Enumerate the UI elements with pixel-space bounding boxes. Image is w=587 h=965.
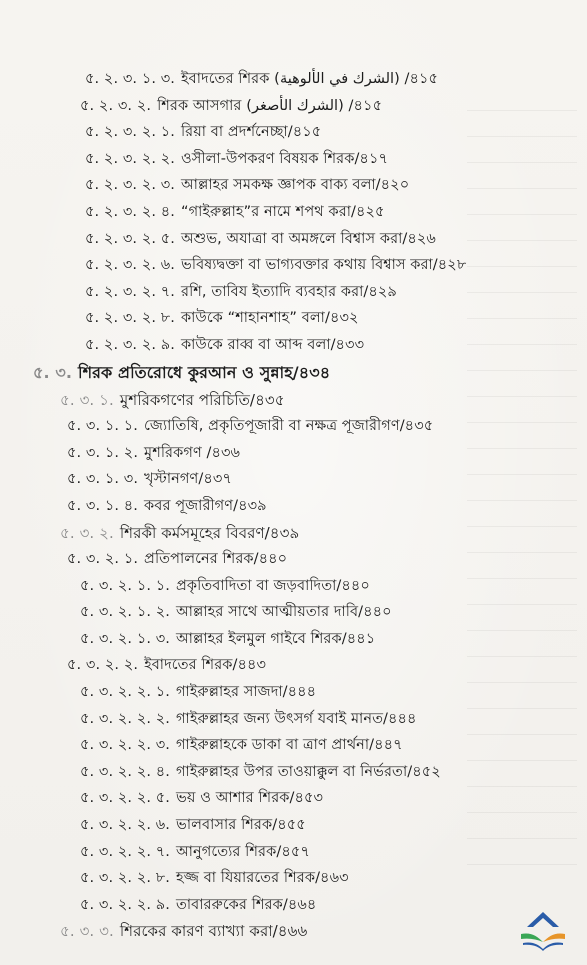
- toc-entry: [0, 493, 587, 520]
- toc-entry-title: রশি, তাবিয ইত্যাদি ব্যবহার করা/৪২৯: [181, 283, 397, 300]
- toc-entry: [0, 839, 587, 866]
- toc-entry-number: ৫. ৩. ১. ৩.: [67, 471, 139, 488]
- toc-entry-number: ৫. ৩. ৩.: [60, 922, 114, 941]
- toc-entry-title: শিরকী কর্মসমূহের বিবরণ/৪৩৯: [119, 523, 300, 542]
- toc-entry-number: ৫. ৩. ২. ২. ৭.: [80, 843, 171, 860]
- toc-entry-number: ৫. ২. ৩. ২. ১.: [85, 124, 175, 141]
- toc-entry-number: ৫. ৩. ২. ২. ২.: [80, 710, 171, 727]
- toc-entry: [0, 252, 587, 279]
- toc-entry-title: কাউকে রাব্ব বা আব্দ বলা/৪৩৩: [180, 336, 365, 353]
- toc-entry-title: খৃস্টানগণ/৪৩৭: [144, 471, 232, 488]
- toc-entry-number: ৫. ২. ৩. ২. ২.: [85, 150, 176, 167]
- toc-entry-number: ৫. ৩. ২. ১. ১.: [80, 577, 170, 594]
- toc-entry-title: ইবাদতের শিরক (الشرك في الألوهية) /৪১৫: [180, 71, 439, 87]
- toc-entry-title: অশুভ, অযাত্রা বা অমঙ্গলে বিশ্বাস করা/৪২৬: [180, 230, 436, 247]
- toc-entry-title: মুশরিকগণের পরিচিতি/৪৩৫: [119, 390, 285, 409]
- toc-entry-title: শিরক প্রতিরোধে কুরআন ও সুন্নাহ/৪৩৪: [78, 362, 331, 382]
- toc-entry: [0, 865, 587, 892]
- toc-entry: [0, 573, 587, 600]
- toc-entry: [0, 652, 587, 679]
- logo-roof-icon: [527, 912, 559, 927]
- toc-entry-title: আল্লাহর সমকক্ষ জ্ঞাপক বাক্য বলা/৪২০: [181, 177, 410, 194]
- toc-entry-title: গাইরুল্লাহর উপর তাওয়াক্কুল বা নির্ভরতা/৪৫২: [175, 763, 441, 780]
- toc-entry-number: ৫. ২. ৩. ২. ৬.: [85, 257, 176, 274]
- toc-section: [0, 520, 587, 547]
- toc-entry-title: রিয়া বা প্রদর্শনেচ্ছা/৪১৫: [180, 124, 322, 141]
- toc-entry-number: ৫. ৩. ২. ১. ২.: [80, 604, 170, 621]
- toc-entry: [0, 146, 587, 173]
- toc-section: [0, 918, 587, 945]
- toc-entry-number: ৫. ৩. ২. ২. ৪.: [80, 763, 170, 780]
- toc-entry: [0, 413, 587, 440]
- toc-chapter: [0, 359, 587, 387]
- toc-entry-number: ৫. ২. ৩. ২. ৭.: [85, 283, 176, 300]
- toc-entry-title: শিরক আসগার (الشرك الأصغر) /৪১৫: [157, 97, 383, 114]
- toc-entry-number: ৫. ৩. ২.: [60, 523, 114, 542]
- toc-entry-number: ৫. ৩. ২. ২. ৯.: [80, 896, 170, 913]
- toc-entry-number: ৫. ৩. ২. ১.: [67, 551, 139, 568]
- toc-entry-title: গাইরুল্লাহর জন্য উৎসর্গ যবাই মানত/৪৪৪: [176, 710, 417, 727]
- toc-entry-number: ৫. ৩. ১. ৪.: [67, 497, 139, 514]
- toc-entry-title: ভালবাসার শিরক/৪৫৫: [176, 817, 306, 834]
- toc-entry-number: ৫. ২. ৩. ২. ৯.: [85, 336, 175, 353]
- toc-entry-number: ৫. ২. ৩. ২. ৩.: [85, 177, 176, 194]
- toc-entry: [0, 679, 587, 706]
- toc-entry: [0, 732, 587, 759]
- toc-entry-title: আল্লাহর ইলমুল গাইবে শিরক/৪৪১: [175, 630, 376, 647]
- toc-entry-number: ৫. ২. ৩. ১. ৩.: [85, 71, 175, 87]
- toc-entry-title: ভবিষ্যদ্বক্তা বা ভাগ্যবক্তার কথায় বিশ্বাস করা/৪২৮: [181, 257, 467, 274]
- toc-entry-number: ৫. ৩. ২. ১. ৩.: [80, 630, 170, 647]
- toc-entry-number: ৫. ৩. ২. ২. ৬.: [80, 817, 171, 834]
- toc-entry: [0, 892, 587, 919]
- toc-entry-title: শিরকের কারণ ব্যাখ্যা করা/৪৬৬: [119, 922, 308, 941]
- toc-entry-title: ভয় ও আশার শিরক/৪৫৩: [175, 790, 324, 807]
- toc-entry: [0, 626, 587, 653]
- toc-entry: [0, 66, 587, 93]
- toc-entry: [0, 93, 587, 120]
- toc-entry-number: ৫. ২. ৩. ২. ৫.: [85, 230, 175, 247]
- toc-entry-number: ৫. ২. ৩. ২.: [80, 97, 152, 114]
- toc-entry-title: আনুগত্যের শিরক/৪৫৭: [176, 843, 310, 860]
- toc-entry-title: গাইরুল্লাহর সাজদা/৪৪৪: [175, 684, 317, 701]
- logo-page-right-icon: [543, 933, 565, 942]
- toc-entry: [0, 759, 587, 786]
- table-of-contents: [0, 66, 587, 945]
- toc-entry-title: হজ্জ বা যিয়ারতের শিরক/৪৬৩: [175, 870, 349, 887]
- book-logo-icon: [513, 905, 573, 955]
- toc-section: [0, 387, 587, 414]
- toc-entry: [0, 785, 587, 812]
- toc-entry-number: ৫. ৩. ১. ১.: [67, 418, 139, 435]
- toc-entry-title: কাউকে “শাহানশাহ” বলা/৪৩২: [180, 310, 359, 327]
- toc-entry-title: প্রতিপালনের শিরক/৪৪০: [144, 551, 288, 568]
- toc-entry-number: ৫. ৩. ১. ২.: [67, 444, 139, 461]
- toc-entry-number: ৫. ৩. ২. ২. ৫.: [80, 790, 170, 807]
- toc-entry-title: আল্লাহর সাথে আত্মীয়তার দাবি/৪৪০: [175, 604, 392, 621]
- toc-entry: [0, 440, 587, 467]
- toc-entry: [0, 226, 587, 253]
- toc-entry: [0, 812, 587, 839]
- toc-entry: [0, 305, 587, 332]
- toc-entry-title: কবর পূজারীগণ/৪৩৯: [144, 497, 267, 514]
- toc-entry-title: প্রকৃতিবাদিতা বা জড়বাদিতা/৪৪০: [175, 577, 370, 594]
- toc-entry: [0, 599, 587, 626]
- toc-entry: [0, 119, 587, 146]
- toc-entry-number: ৫. ৩. ২. ২. ৮.: [80, 870, 170, 887]
- toc-entry: [0, 466, 587, 493]
- logo-page-left-icon: [521, 933, 543, 942]
- toc-entry-title: “গাইরুল্লাহ”র নামে শপথ করা/৪২৫: [180, 203, 385, 220]
- toc-entry: [0, 199, 587, 226]
- toc-entry: [0, 332, 587, 359]
- toc-entry-number: ৫. ৩. ২. ২.: [67, 657, 139, 674]
- logo-base-icon: [523, 942, 563, 951]
- toc-entry-number: ৫. ৩. ২. ২. ৩.: [80, 737, 171, 754]
- toc-entry: [0, 172, 587, 199]
- toc-entry-title: তাবাররুকের শিরক/৪৬৪: [175, 896, 317, 913]
- toc-entry-title: মুশরিকগণ /৪৩৬: [144, 444, 241, 461]
- toc-entry-number: ৫. ২. ৩. ২. ৪.: [85, 203, 175, 220]
- toc-entry-title: ইবাদতের শিরক/৪৪৩: [144, 657, 267, 674]
- toc-entry: [0, 279, 587, 306]
- toc-entry-number: ৫. ২. ৩. ২. ৮.: [85, 310, 175, 327]
- toc-entry: [0, 546, 587, 573]
- toc-entry-title: ওসীলা-উপকরণ বিষয়ক শিরক/৪১৭: [181, 150, 388, 167]
- toc-entry: [0, 706, 587, 733]
- toc-entry-title: গাইরুল্লাহকে ডাকা বা ত্রাণ প্রার্থনা/৪৪৭: [176, 737, 403, 754]
- toc-entry-number: ৫. ৩. ২. ২. ১.: [80, 684, 170, 701]
- toc-entry-number: ৫. ৩.: [33, 362, 73, 382]
- toc-entry-title: জ্যোতিষি, প্রকৃতিপূজারী বা নক্ষত্র পূজারীগণ/৪৩৫: [144, 418, 434, 435]
- toc-entry-number: ৫. ৩. ১.: [60, 390, 114, 409]
